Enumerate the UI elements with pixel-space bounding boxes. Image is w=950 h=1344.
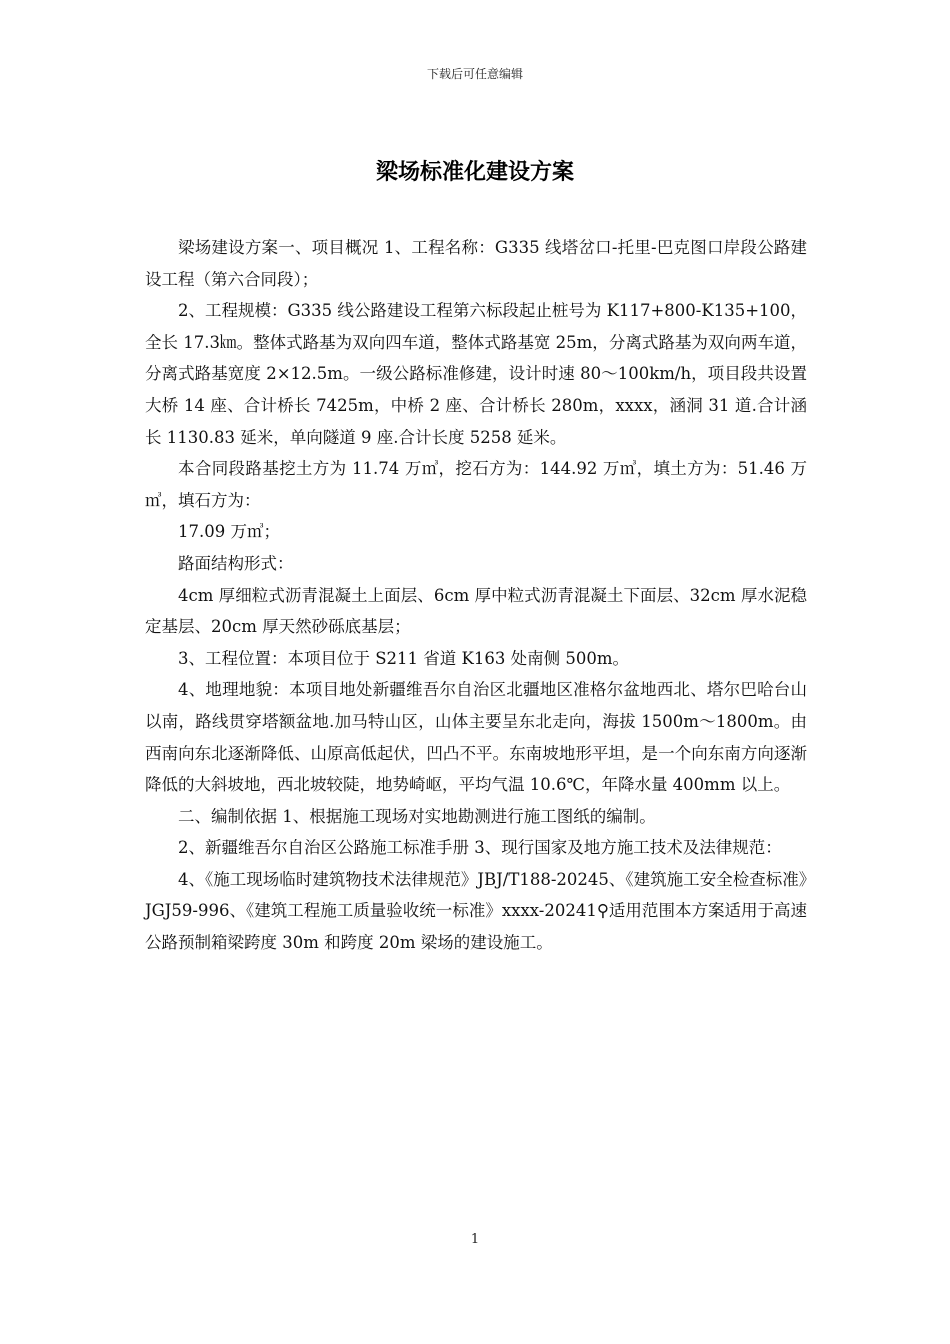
paragraph-standards-manual: 2、新疆维吾尔自治区公路施工标准手册 3、现行国家及地方施工技术及法律规范：: [178, 838, 782, 858]
paragraph-project-scale: 2、工程规模：G335 线公路建设工程第六标段起止桩号为 K117+800-K135+100，全长 17.3㎞。整体式路基为双向四车道，整体式路基宽 25m，分离式路基为双向两车道，分离式路基宽度 2×12.5m。一级公路标准修建，设计时速 80～100km/h，项目段共设置大桥 14 座、合计桥长 7425m，中桥 2 座、合计桥长 280m，xxxx，涵洞 31 道.合计涵长 1130.83 延米，单向隧道 9 座.合计长度 5258 延米。: [145, 301, 808, 447]
paragraph-geography: 4、地理地貌：本项目地处新疆维吾尔自治区北疆地区准格尔盆地西北、塔尔巴哈台山以南，路线贯穿塔额盆地.加马特山区，山体主要呈东北走向，海拔 1500m～1800m。由西南向东北逐渐降低、山原高低起伏，凹凸不平。东南坡地形平坦，是一个向东南方向逐渐降低的大斜坡地，西北坡较陡，地势崎岖，平均气温 10.6℃，年降水量 400mm 以上。: [145, 680, 807, 795]
paragraph-pavement-structure: 4cm 厚细粒式沥青混凝土上面层、6cm 厚中粒式沥青混凝土下面层、32cm 厚水泥稳定基层、20cm 厚天然砂砾底基层；: [145, 585, 807, 637]
paragraph-rock-fill: 17.09 万㎥；: [178, 522, 280, 542]
document-body: [145, 232, 807, 959]
page-header: 下载后可任意编辑: [426, 67, 523, 81]
paragraph-location: 3、工程位置：本项目位于 S211 省道 K163 处南侧 500m。: [178, 648, 629, 668]
paragraph-pavement-heading: 路面结构形式：: [178, 553, 294, 573]
document-title: 梁场标准化建设方案: [375, 159, 574, 185]
paragraph-project-name: 梁场建设方案一、项目概况 1、工程名称：G335 线塔岔口-托里-巴克图口岸段公路建设工程（第六合同段）；: [145, 238, 807, 289]
paragraph-standards-list: 4、《施工现场临时建筑物技术法律规范》JBJ/T188-20245、《建筑施工安全检查标准》JGJ59-996、《建筑工程施工质量验收统一标准》xxxx-20241⚲适用范围本方案适用于高速公路预制箱梁跨度 30m 和跨度 20m 梁场的建设施工。: [145, 869, 807, 953]
paragraph-earthwork: 本合同段路基挖土方为 11.74 万㎥，挖石方为：144.92 万㎥，填土方为：51.46 万㎥，填石方为：: [145, 459, 807, 510]
page-number: 1: [470, 1232, 480, 1247]
paragraph-basis: 二、编制依据 1、根据施工现场对实地勘测进行施工图纸的编制。: [178, 806, 656, 826]
